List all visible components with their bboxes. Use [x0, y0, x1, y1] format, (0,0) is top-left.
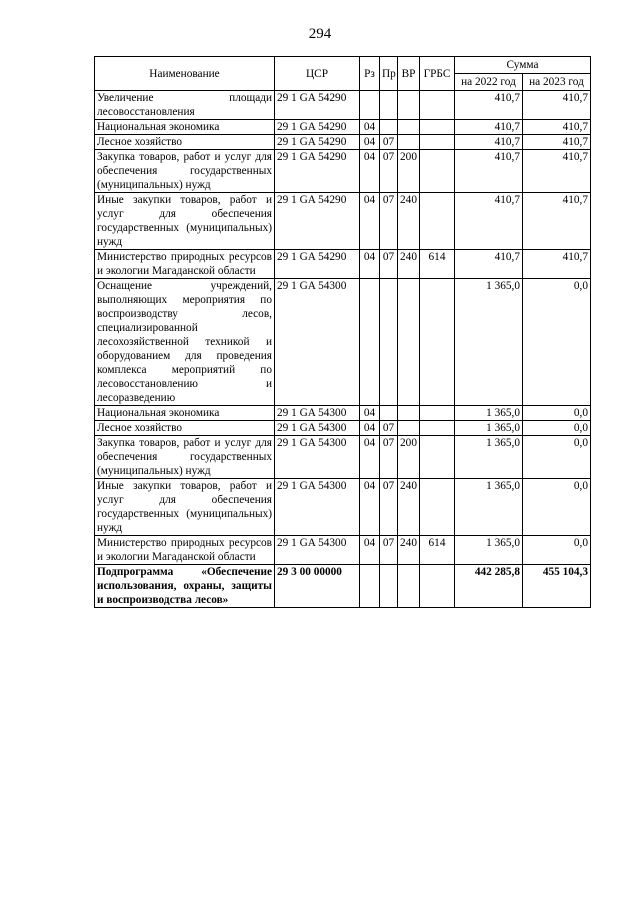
- cell-grbs: [420, 91, 455, 120]
- header-csr: ЦСР: [275, 57, 360, 91]
- cell-vr: 200: [398, 150, 420, 193]
- cell-rz: 04: [360, 193, 380, 250]
- cell-pr: 07: [380, 250, 398, 279]
- cell-vr: [398, 565, 420, 608]
- cell-name: Увеличение площади лесовосстановления: [95, 91, 275, 120]
- cell-name: Оснащение учреждений, выполняющих мероприятия по воспроизводству лесов, специализированной лесохозяйственной техникой и оборудованием для проведения комплекса мероприятий по лесовосстановлению и лесоразведению: [95, 279, 275, 406]
- cell-amount-2023: 410,7: [523, 91, 591, 120]
- cell-rz: 04: [360, 479, 380, 536]
- cell-name: Закупка товаров, работ и услуг для обеспечения государственных (муниципальных) нужд: [95, 436, 275, 479]
- table-row: [95, 406, 591, 421]
- cell-pr: [380, 120, 398, 135]
- cell-grbs: [420, 193, 455, 250]
- cell-pr: 07: [380, 536, 398, 565]
- cell-vr: [398, 279, 420, 406]
- cell-amount-2023: 0,0: [523, 436, 591, 479]
- cell-pr: [380, 565, 398, 608]
- cell-vr: [398, 406, 420, 421]
- cell-vr: [398, 120, 420, 135]
- cell-grbs: [420, 565, 455, 608]
- cell-amount-2023: 0,0: [523, 406, 591, 421]
- cell-grbs: [420, 120, 455, 135]
- cell-csr: 29 1 GA 54290: [275, 250, 360, 279]
- table-row: [95, 135, 591, 150]
- header-name: Наименование: [95, 57, 275, 91]
- cell-amount-2022: 410,7: [455, 193, 523, 250]
- cell-amount-2022: 1 365,0: [455, 536, 523, 565]
- table-row: [95, 565, 591, 608]
- cell-pr: 07: [380, 135, 398, 150]
- cell-name: Национальная экономика: [95, 406, 275, 421]
- cell-csr: 29 3 00 00000: [275, 565, 360, 608]
- cell-name: Министерство природных ресурсов и экологии Магаданской области: [95, 536, 275, 565]
- cell-amount-2022: 1 365,0: [455, 279, 523, 406]
- cell-amount-2022: 1 365,0: [455, 479, 523, 536]
- cell-rz: [360, 279, 380, 406]
- cell-amount-2023: 0,0: [523, 536, 591, 565]
- budget-table: [94, 56, 591, 608]
- cell-rz: 04: [360, 421, 380, 436]
- cell-name: Лесное хозяйство: [95, 421, 275, 436]
- cell-csr: 29 1 GA 54290: [275, 120, 360, 135]
- table-row: [95, 479, 591, 536]
- cell-amount-2023: 455 104,3: [523, 565, 591, 608]
- header-year-2022: на 2022 год: [455, 74, 523, 91]
- table-row: [95, 421, 591, 436]
- cell-vr: 240: [398, 536, 420, 565]
- cell-amount-2023: 0,0: [523, 279, 591, 406]
- cell-grbs: [420, 150, 455, 193]
- header-sum: Сумма: [455, 57, 591, 74]
- cell-pr: 07: [380, 479, 398, 536]
- cell-rz: 04: [360, 536, 380, 565]
- cell-vr: 240: [398, 250, 420, 279]
- header-vr: ВР: [398, 57, 420, 91]
- cell-csr: 29 1 GA 54300: [275, 406, 360, 421]
- cell-amount-2022: 410,7: [455, 91, 523, 120]
- cell-pr: [380, 91, 398, 120]
- cell-amount-2022: 1 365,0: [455, 436, 523, 479]
- cell-vr: [398, 91, 420, 120]
- table-row: [95, 436, 591, 479]
- cell-pr: 07: [380, 436, 398, 479]
- cell-amount-2023: 410,7: [523, 250, 591, 279]
- table-row: [95, 279, 591, 406]
- cell-grbs: [420, 279, 455, 406]
- cell-amount-2022: 410,7: [455, 150, 523, 193]
- cell-amount-2023: 410,7: [523, 150, 591, 193]
- cell-name: Подпрограмма «Обеспечение использования, охраны, защиты и воспроизводства лесов»: [95, 565, 275, 608]
- cell-grbs: [420, 421, 455, 436]
- cell-amount-2023: 410,7: [523, 120, 591, 135]
- cell-rz: 04: [360, 436, 380, 479]
- cell-amount-2022: 410,7: [455, 135, 523, 150]
- cell-grbs: [420, 436, 455, 479]
- cell-vr: [398, 135, 420, 150]
- cell-grbs: [420, 406, 455, 421]
- table-row: [95, 150, 591, 193]
- header-grbs: ГРБС: [420, 57, 455, 91]
- cell-amount-2023: 410,7: [523, 135, 591, 150]
- cell-amount-2022: 1 365,0: [455, 406, 523, 421]
- cell-csr: 29 1 GA 54300: [275, 536, 360, 565]
- table-row: [95, 193, 591, 250]
- cell-csr: 29 1 GA 54300: [275, 436, 360, 479]
- cell-grbs: [420, 135, 455, 150]
- cell-rz: 04: [360, 406, 380, 421]
- cell-amount-2023: 0,0: [523, 421, 591, 436]
- cell-vr: [398, 421, 420, 436]
- table-row: [95, 250, 591, 279]
- page-number: 294: [308, 26, 332, 42]
- cell-grbs: [420, 479, 455, 536]
- cell-grbs: 614: [420, 536, 455, 565]
- cell-pr: 07: [380, 150, 398, 193]
- cell-name: Закупка товаров, работ и услуг для обеспечения государственных (муниципальных) нужд: [95, 150, 275, 193]
- cell-pr: [380, 279, 398, 406]
- cell-csr: 29 1 GA 54300: [275, 279, 360, 406]
- table-header-row: [95, 57, 591, 74]
- cell-rz: [360, 91, 380, 120]
- cell-grbs: 614: [420, 250, 455, 279]
- cell-pr: 07: [380, 193, 398, 250]
- cell-rz: 04: [360, 120, 380, 135]
- cell-name: Министерство природных ресурсов и экологии Магаданской области: [95, 250, 275, 279]
- cell-name: Национальная экономика: [95, 120, 275, 135]
- cell-csr: 29 1 GA 54300: [275, 421, 360, 436]
- cell-name: Иные закупки товаров, работ и услуг для обеспечения государственных (муниципальных) нужд: [95, 479, 275, 536]
- cell-rz: [360, 565, 380, 608]
- cell-csr: 29 1 GA 54290: [275, 91, 360, 120]
- header-pr: Пр: [380, 57, 398, 91]
- cell-rz: 04: [360, 135, 380, 150]
- cell-amount-2023: 0,0: [523, 479, 591, 536]
- cell-vr: 240: [398, 193, 420, 250]
- cell-amount-2022: 410,7: [455, 250, 523, 279]
- cell-csr: 29 1 GA 54290: [275, 193, 360, 250]
- cell-pr: 07: [380, 421, 398, 436]
- cell-rz: 04: [360, 250, 380, 279]
- cell-csr: 29 1 GA 54290: [275, 150, 360, 193]
- cell-amount-2023: 410,7: [523, 193, 591, 250]
- cell-name: Иные закупки товаров, работ и услуг для обеспечения государственных (муниципальных) нужд: [95, 193, 275, 250]
- table-row: [95, 120, 591, 135]
- table-row: [95, 91, 591, 120]
- cell-name: Лесное хозяйство: [95, 135, 275, 150]
- cell-vr: 240: [398, 479, 420, 536]
- cell-amount-2022: 410,7: [455, 120, 523, 135]
- cell-amount-2022: 1 365,0: [455, 421, 523, 436]
- cell-csr: 29 1 GA 54300: [275, 479, 360, 536]
- cell-pr: [380, 406, 398, 421]
- cell-csr: 29 1 GA 54290: [275, 135, 360, 150]
- header-rz: Рз: [360, 57, 380, 91]
- cell-vr: 200: [398, 436, 420, 479]
- header-year-2023: на 2023 год: [523, 74, 591, 91]
- table-body: [95, 91, 591, 608]
- cell-rz: 04: [360, 150, 380, 193]
- cell-amount-2022: 442 285,8: [455, 565, 523, 608]
- table-row: [95, 536, 591, 565]
